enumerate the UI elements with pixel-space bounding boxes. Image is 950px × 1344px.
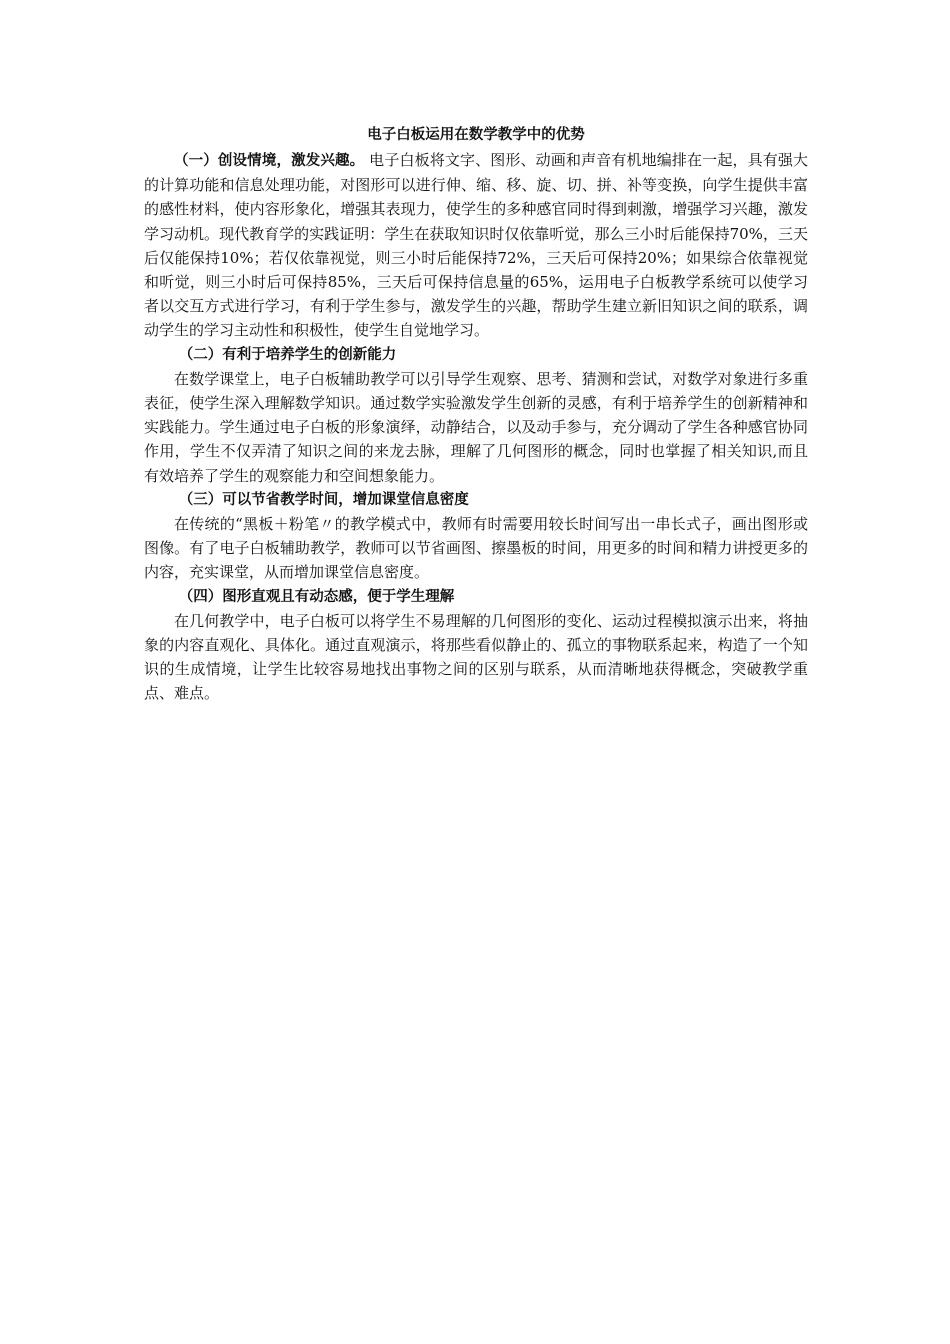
section-1 (144, 148, 808, 343)
section-4 (144, 585, 808, 706)
section-body: 在数学课堂上，电子白板辅助教学可以引导学生观察、思考、猜测和尝试，对数学对象进行多重表征，使学生深入理解数学知识。通过数学实验激发学生创新的灵感，有利于培养学生的创新精神和实践能力。学生通过电子白板的形象演绎，动静结合，以及动手参与，充分调动了学生各种感官协同作用，学生不仅弄清了知识之间的来龙去脉，理解了几何图形的概念，同时也掌握了相关知识,而且有效培养了学生的观察能力和空间想象能力。 (144, 369, 808, 485)
section-body: 电子白板将文字、图形、动画和声音有机地编排在一起，具有强大的计算功能和信息处理功能，对图形可以进行伸、缩、移、旋、切、拼、补等变换，向学生提供丰富的感性材料，使内容形象化，增强其表现力，使学生的多种感官同时得到刺激，增强学习兴趣，激发学习动机。现代教育学的实践证明：学生在获取知识时仅依靠听觉，那么三小时后能保持70%，三天后仅能保持10%；若仅依靠视觉，则三小时后能保持72%，三天后可保持20%；如果综合依靠视觉和听觉，则三小时后可保持85%，三天后可保持信息量的65%，运用电子白板教学系统可以使学习者以交互方式进行学习，有利于学生参与，激发学生的兴趣，帮助学生建立新旧知识之间的联系，调动学生的学习主动性和积极性，使学生自觉地学习。 (144, 151, 809, 340)
document-title: 电子白板运用在数学教学中的优势 (367, 127, 585, 143)
section-3 (144, 488, 808, 585)
section-body: 在传统的“黑板＋粉笔〃的教学模式中，教师有时需要用较长时间写出一串长式子，画出图形或图像。有了电子白板辅助教学，教师可以节省画图、擦墨板的时间，用更多的时间和精力讲授更多的内容，充实课堂，从而增加课堂信息密度。 (144, 515, 808, 582)
document-page (144, 122, 808, 706)
section-heading: （四）图形直观且有动态感，便于学生理解 (178, 588, 455, 605)
section-paragraph (144, 148, 808, 343)
section-heading: （三）可以节省教学时间，增加课堂信息密度 (178, 491, 469, 508)
section-body: 在几何教学中，电子白板可以将学生不易理解的几何图形的变化、运动过程模拟演示出来，将抽象的内容直观化、具体化。通过直观演示，将那些看似静止的、孤立的事物联系起来，构造了一个知识的生成情境，让学生比较容易地找出事物之间的区别与联系，从而清晰地获得概念，突破教学重点、难点。 (144, 611, 808, 703)
section-2 (144, 343, 808, 488)
section-heading: （二）有利于培养学生的创新能力 (178, 346, 397, 363)
section-heading: （一）创设情境，激发兴趣。 (174, 153, 365, 169)
